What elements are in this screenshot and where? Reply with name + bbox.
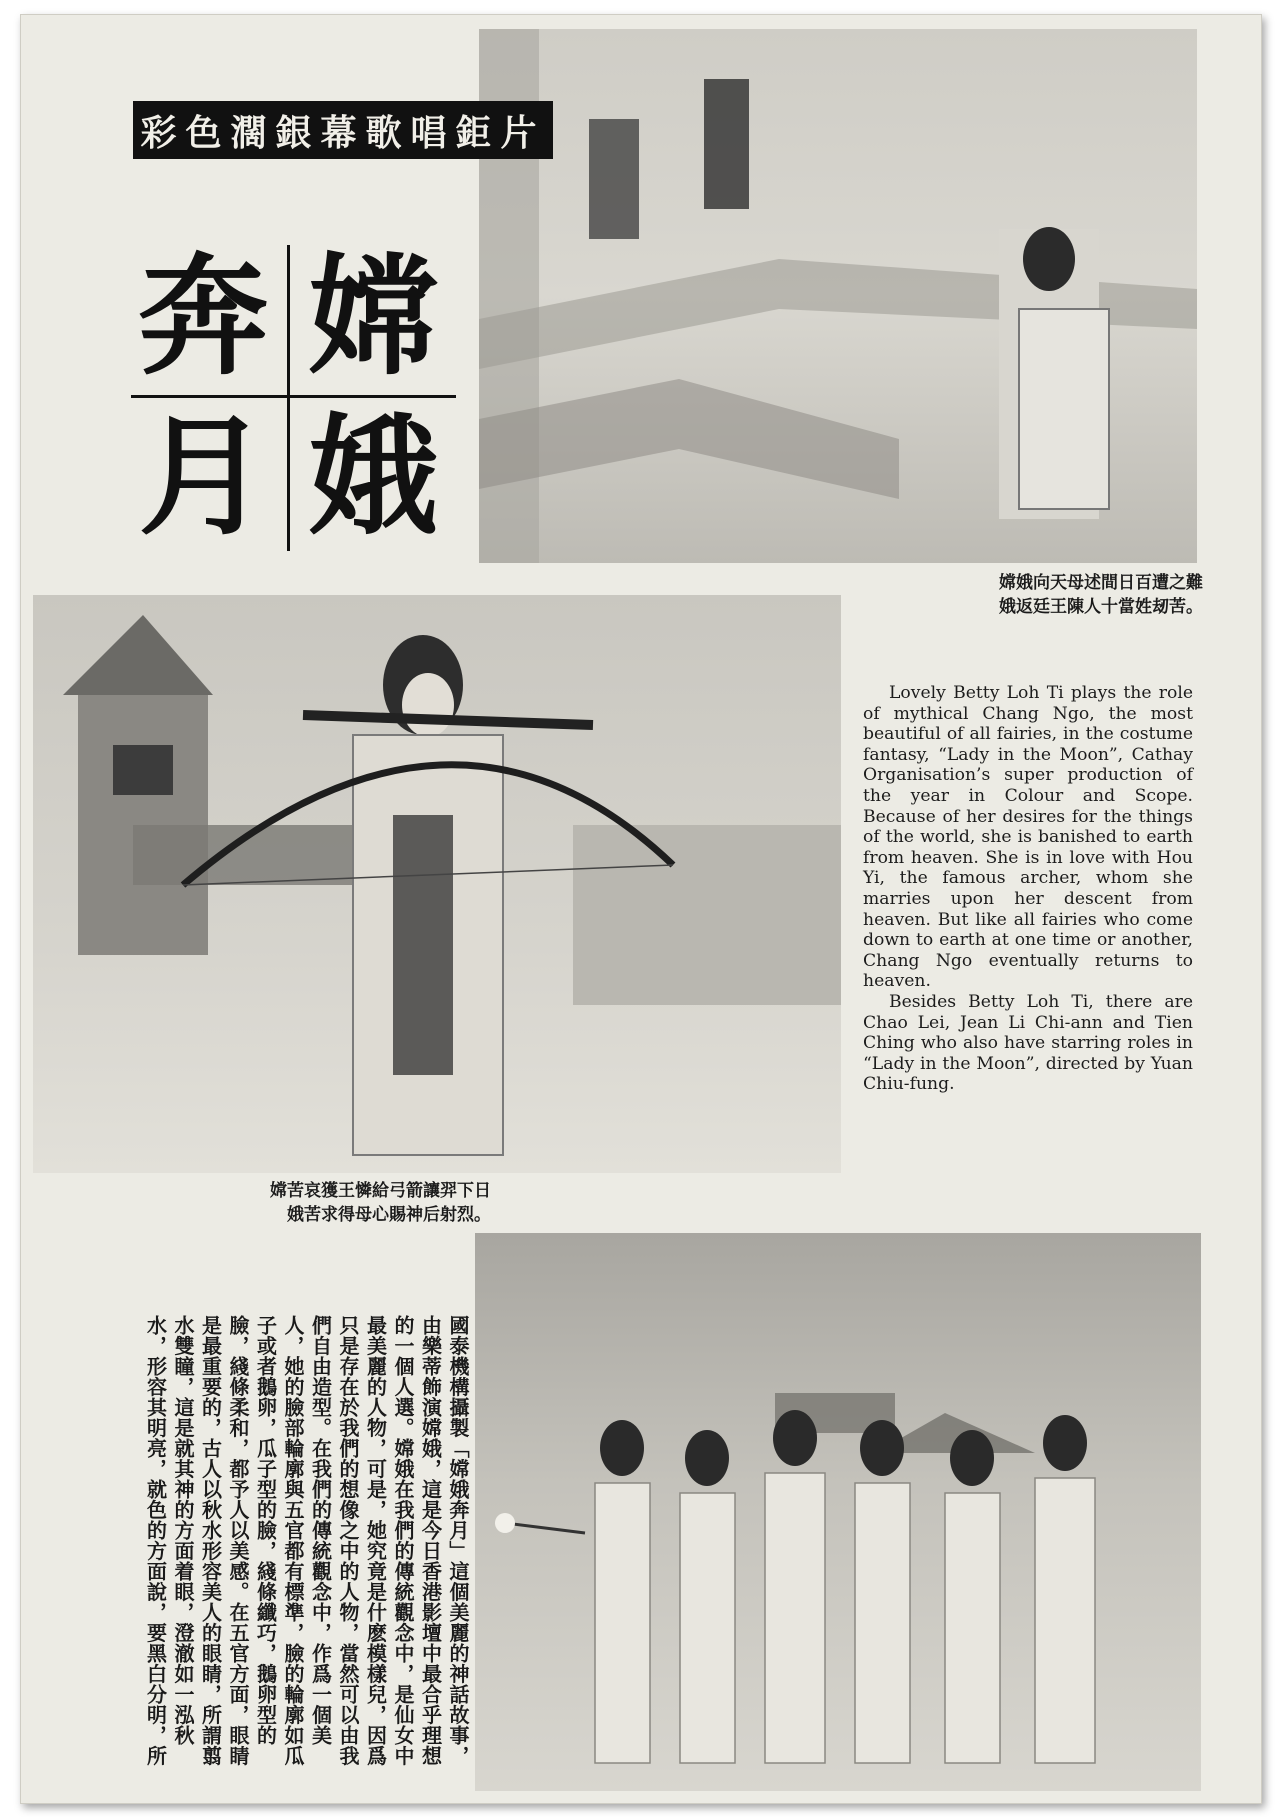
caption-line: 嫦娥向天母述間日百遭之難	[999, 573, 1203, 593]
caption-line: 娥苦求得母心賜神后射烈。	[287, 1205, 491, 1225]
title-char: 奔	[138, 241, 269, 393]
title-block	[131, 241, 461, 555]
title-char: 娥	[308, 401, 439, 553]
top-photo-caption	[861, 571, 1203, 619]
middle-photo-caption	[151, 1179, 491, 1227]
top-scene-photo	[479, 29, 1197, 563]
caption-line: 嫦苦哀獲王憐給弓箭讓羿下日	[270, 1181, 491, 1201]
title-char: 嫦	[308, 241, 439, 393]
english-paragraph: Besides Betty Loh Ti, there are Chao Lei, Jean Li Chi-ann and Tien Ching who also have starring roles in “Lady in the Moon”, directed by Yuan Chiu-fung.	[863, 991, 1193, 1095]
title-divider-horizontal	[131, 395, 456, 398]
fairies-photo	[475, 1233, 1201, 1791]
title-divider-vertical	[287, 245, 290, 551]
english-paragraph: Lovely Betty Loh Ti plays the role of mythical Chang Ngo, the most beautiful of all fairies, in the costume fantasy, “Lady in the Moon”, Cathay Organisation’s super production of the year in Colour and Scope. Because of her desires for the things of the world, she is banished to earth from heaven. She is in love with Hou Yi, the famous archer, whom she marries upon her descent from heaven. But like all fairies who come down to earth at one time or another, Chang Ngo eventually returns to heaven.	[863, 683, 1193, 992]
magazine-page	[20, 14, 1262, 1804]
archer-photo	[33, 595, 841, 1173]
english-article	[863, 683, 1193, 1095]
header-banner: 彩色濶銀幕歌唱鉅片	[133, 101, 553, 159]
chinese-article: 國泰機構攝製「嫦娥奔月」這個美麗的神話故事，由樂蒂飾演嫦娥，這是今日香港影壇中最合乎理想的一個人選。嫦娥在我們的傳統觀念中，是仙女中最美麗的人物，可是，她究竟是什麽模樣兒，因爲只是存在於我們的想像之中的人物，當然可以由我們自由造型。在我們的傳統觀念中，作爲一個美人，她的臉部輪廓與五官都有標準，臉的輪廓如瓜子或者鵝卵，瓜子型的臉，綫條纖巧，鵝卵型的臉，綫條柔和，都予人以美感。在五官方面，眼睛是最重要的，古人以秋水形容美人的眼睛，所謂翦水雙瞳，這是就其神的方面着眼，澄澈如一泓秋水，形容其明亮，就色的方面說，要黑白分明，所	[143, 1315, 470, 1766]
caption-line: 娥返廷王陳人十當姓刼苦。	[999, 597, 1203, 617]
title-char: 月	[138, 401, 269, 553]
